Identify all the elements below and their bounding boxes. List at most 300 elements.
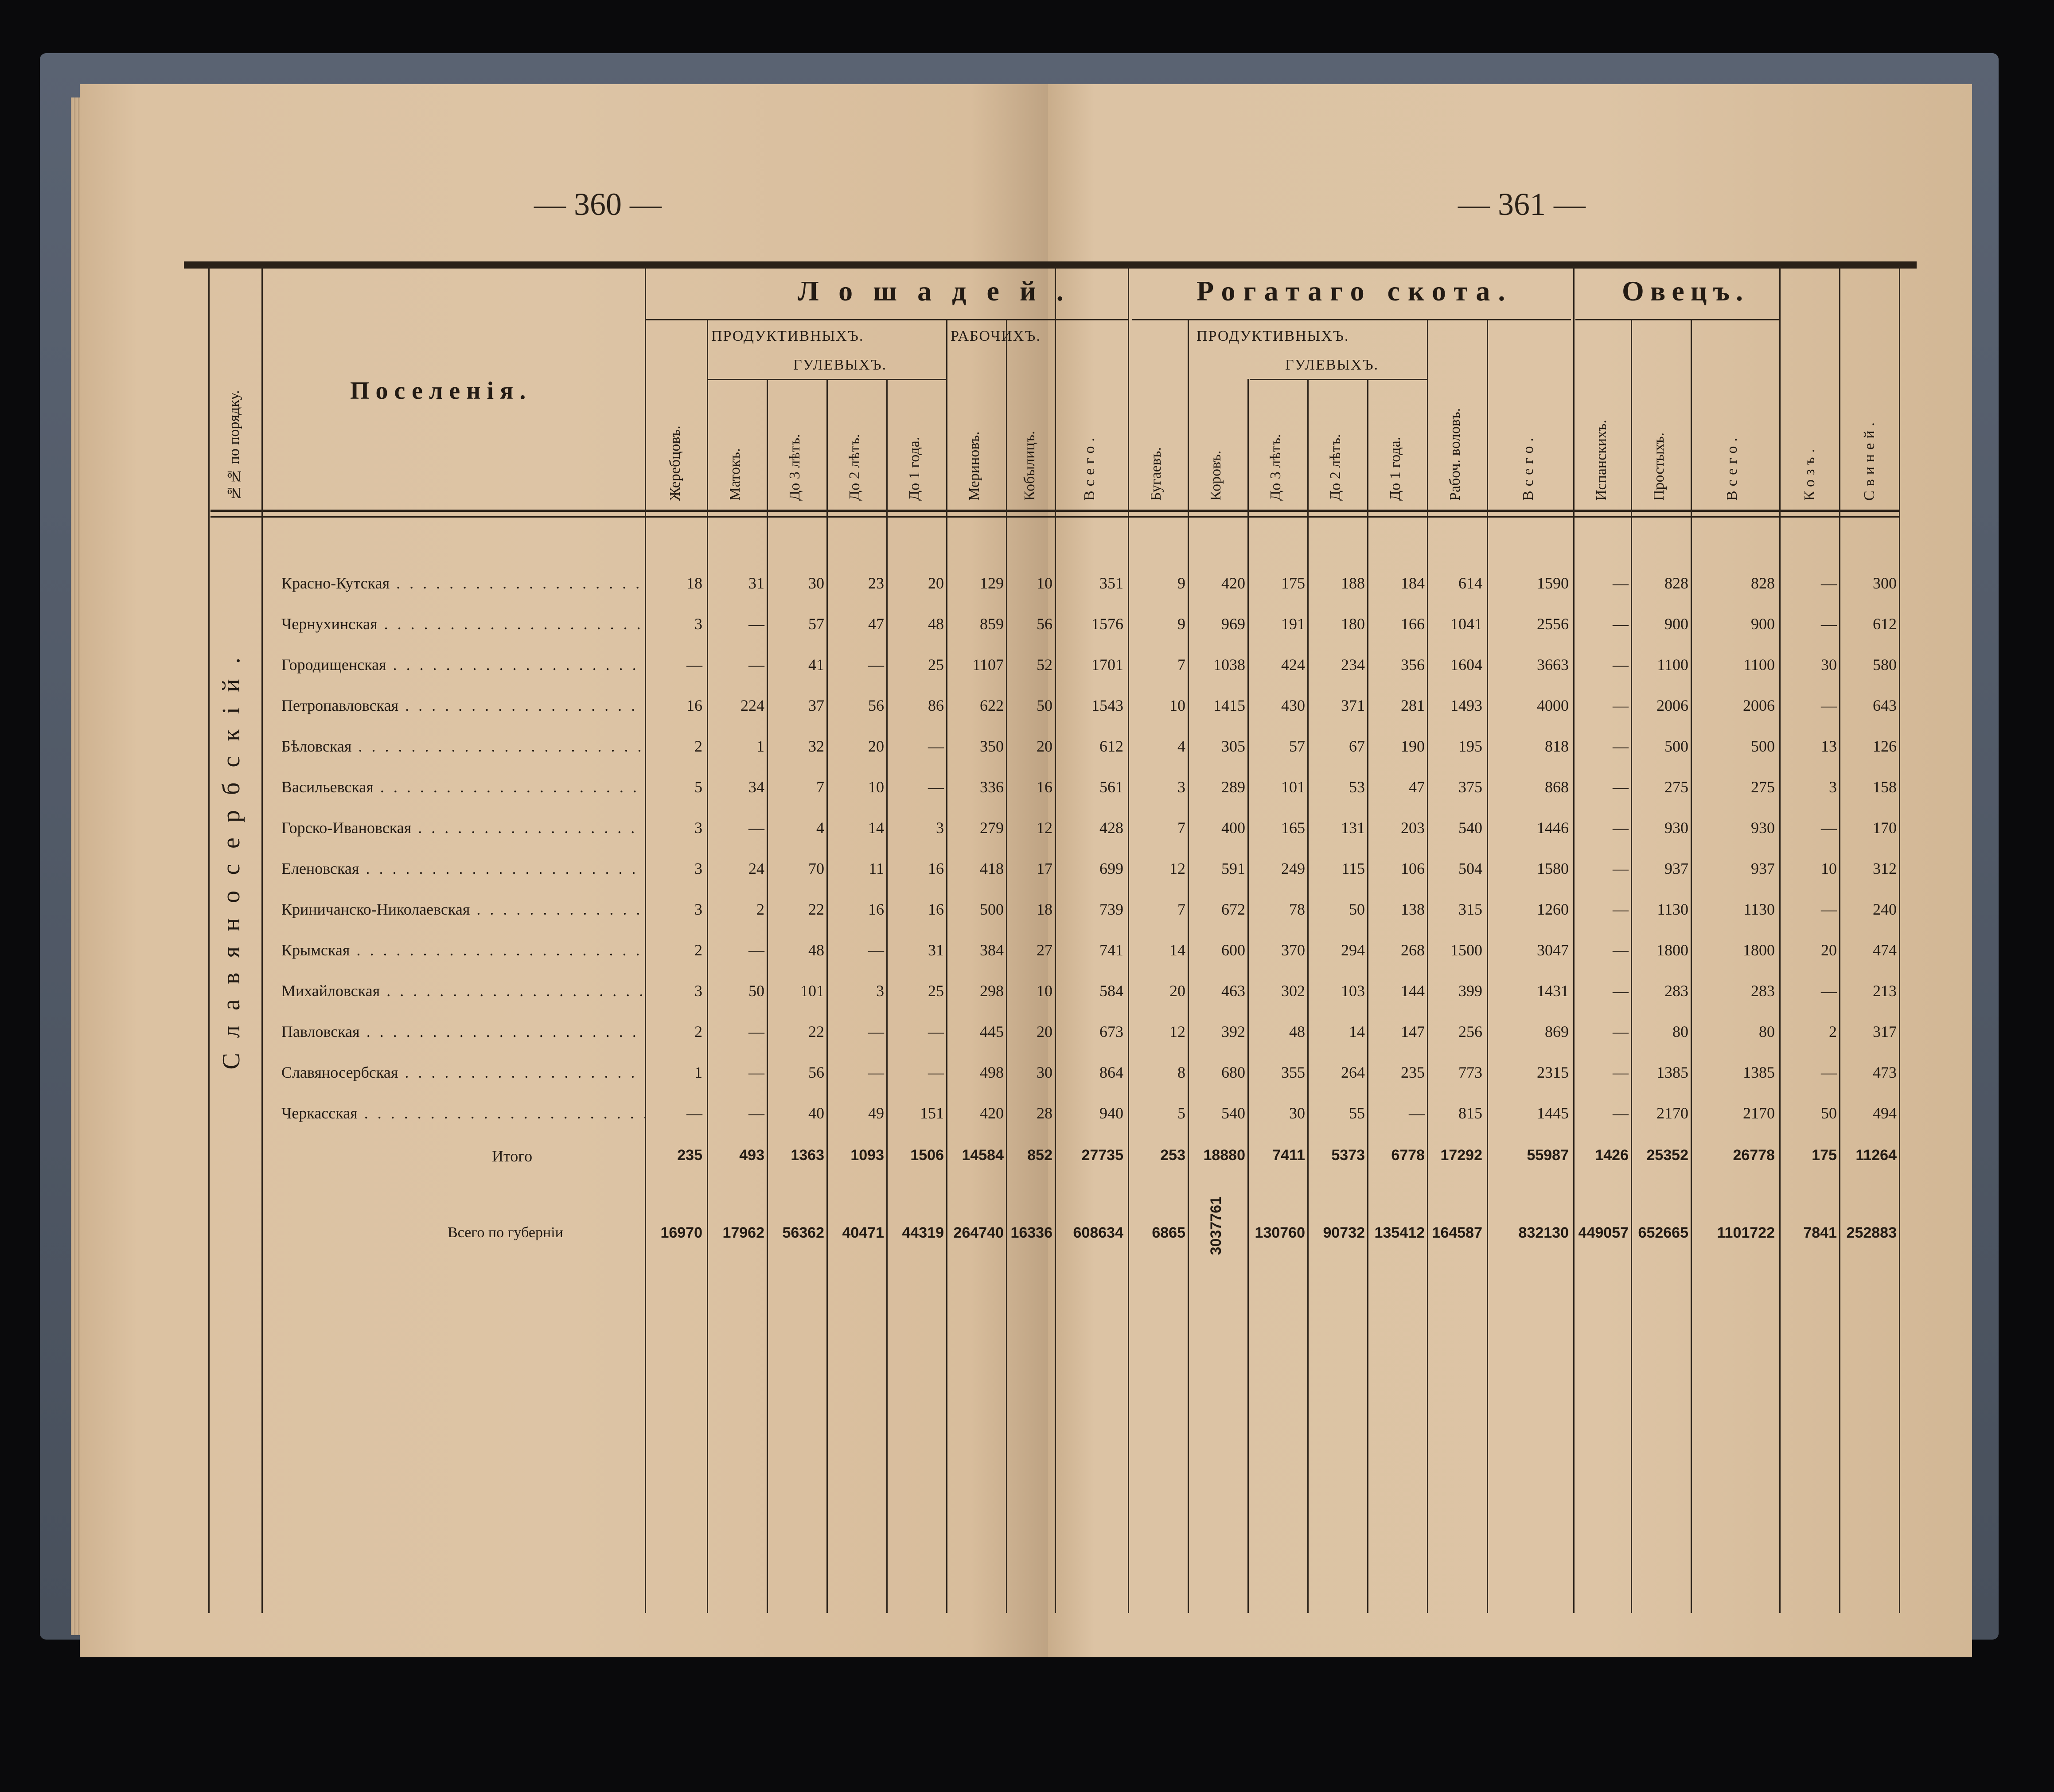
table-cell: 3 [694, 900, 702, 918]
table-cell: 302 [1281, 982, 1305, 1000]
rule-cattle-sub [1132, 319, 1571, 320]
table-cell: 474 [1873, 941, 1897, 959]
table-cell: 869 [1545, 1023, 1569, 1040]
table-cell: 8 [1177, 1064, 1185, 1081]
table-cell: 22 [808, 900, 824, 918]
table-cell: 1 [756, 737, 764, 755]
table-cell: 500 [1751, 737, 1775, 755]
table-cell: 256 [1458, 1023, 1482, 1040]
table-cell: 643 [1873, 697, 1897, 714]
table-cell: — [868, 1023, 884, 1040]
table-cell: 41 [808, 656, 824, 674]
settlement-name: Павловская . . . [281, 1022, 645, 1041]
table-cell: 240 [1873, 900, 1897, 918]
col-header: До 3 лѣтъ. [787, 434, 803, 501]
table-cell: 1093 [850, 1147, 884, 1164]
table-cell: 130760 [1255, 1224, 1305, 1241]
settlement-name-cell [281, 1104, 645, 1130]
table-cell: 3 [876, 982, 884, 1000]
table-cell: 101 [800, 982, 824, 1000]
table-cell: — [686, 656, 702, 674]
table-cell: 3 [1829, 778, 1837, 796]
table-row [0, 1063, 2054, 1104]
settlement-name-cell [281, 1022, 645, 1049]
table-cell: 371 [1341, 697, 1365, 714]
table-cell: 14 [1169, 941, 1185, 959]
table-cell: 868 [1545, 778, 1569, 796]
table-cell: 1701 [1091, 656, 1123, 674]
table-cell: 1363 [791, 1147, 824, 1164]
table-cell: 612 [1873, 615, 1897, 633]
settlement-name: Городищенская . . . [281, 655, 645, 674]
table-top-rule [184, 261, 1917, 269]
table-row [0, 859, 2054, 900]
table-cell: 1800 [1743, 941, 1775, 959]
page-number-right: — 361 — [1458, 187, 1586, 222]
table-cell: 2 [694, 941, 702, 959]
table-cell: — [1613, 737, 1629, 755]
table-cell: 3047 [1537, 941, 1569, 959]
table-cell: 1260 [1537, 900, 1569, 918]
table-cell: 584 [1099, 982, 1123, 1000]
table-cell: 852 [1027, 1147, 1052, 1164]
table-cell: 264740 [953, 1224, 1004, 1241]
table-row [0, 655, 2054, 696]
table-cell: 7 [1177, 656, 1185, 674]
table-cell: 103 [1341, 982, 1365, 1000]
settlement-name: Криничанско-Николаевская . . . [281, 900, 645, 919]
table-cell: 144 [1401, 982, 1425, 1000]
table-cell: 253 [1160, 1147, 1185, 1164]
table-cell: 47 [868, 615, 884, 633]
table-cell: 305 [1221, 737, 1245, 755]
table-cell: 12 [1169, 1023, 1185, 1040]
table-cell: 500 [980, 900, 1004, 918]
col-header: Испанскихъ. [1593, 420, 1610, 501]
table-cell: 56362 [782, 1224, 824, 1241]
table-cell: 3663 [1537, 656, 1569, 674]
table-cell: 2006 [1656, 697, 1688, 714]
table-cell: 175 [1281, 574, 1305, 592]
table-cell: 10 [868, 778, 884, 796]
district-name: Славяносербскій. [218, 643, 245, 1070]
table-cell: 1426 [1595, 1147, 1629, 1164]
col-header: Бугаевъ. [1148, 447, 1164, 501]
col-header: Всего. [1081, 433, 1098, 501]
table-cell: 1100 [1657, 656, 1688, 674]
table-cell: 7 [816, 778, 824, 796]
table-cell: 126 [1873, 737, 1897, 755]
row-number-header: №№ по порядку. [226, 390, 242, 501]
table-cell: 7 [1177, 900, 1185, 918]
table-cell: 80 [1759, 1023, 1775, 1040]
table-cell: 4 [1177, 737, 1185, 755]
table-cell: — [1613, 574, 1629, 592]
table-cell: 10 [1169, 697, 1185, 714]
table-cell: — [1613, 900, 1629, 918]
table-cell: 56 [808, 1064, 824, 1081]
table-cell: 138 [1401, 900, 1425, 918]
settlement-name: Васильевская . . . [281, 778, 645, 796]
table-cell: 165 [1281, 819, 1305, 837]
table-cell: 1580 [1537, 860, 1569, 877]
table-cell: 312 [1873, 860, 1897, 877]
col-header: До 2 лѣтъ. [1327, 434, 1344, 501]
table-cell: 49 [868, 1104, 884, 1122]
col-header: Рабоч. воловъ. [1447, 408, 1463, 501]
table-cell: 832130 [1518, 1224, 1569, 1241]
table-cell: 900 [1664, 615, 1688, 633]
table-cell: 275 [1664, 778, 1688, 796]
table-cell: 500 [1664, 737, 1688, 755]
table-cell: 2315 [1537, 1064, 1569, 1081]
table-cell: 1385 [1743, 1064, 1775, 1081]
table-cell: — [748, 1064, 764, 1081]
table-cell: 1590 [1537, 574, 1569, 592]
table-cell: 10 [1037, 982, 1052, 1000]
table-cell: 20 [1821, 941, 1837, 959]
table-cell: 17 [1037, 860, 1052, 877]
table-cell: — [928, 1023, 944, 1040]
settlement-name: Крымская . . . [281, 941, 645, 959]
table-cell: 3 [694, 819, 702, 837]
table-cell: 400 [1221, 819, 1245, 837]
table-cell: 20 [1169, 982, 1185, 1000]
settlement-name: Бѣловская . . . [281, 737, 645, 756]
rule-idle-cattle [1250, 379, 1427, 380]
table-cell: — [1821, 819, 1837, 837]
table-cell: 164587 [1432, 1224, 1482, 1241]
table-cell: 420 [980, 1104, 1004, 1122]
table-cell: 355 [1281, 1064, 1305, 1081]
table-cell: 268 [1401, 941, 1425, 959]
table-cell: 2 [694, 1023, 702, 1040]
horses-group-title: Лошадей. [798, 275, 1084, 307]
table-cell: 67 [1349, 737, 1365, 755]
settlement-name: Горско-Ивановская . . . [281, 818, 645, 837]
table-cell: 30 [1821, 656, 1837, 674]
settlement-name-cell [281, 737, 645, 764]
page-number-left: — 360 — [534, 187, 662, 222]
table-cell: 57 [808, 615, 824, 633]
table-cell: 16 [1037, 778, 1052, 796]
col-header: Всего. [1724, 433, 1740, 501]
col-header: До 1 года. [1387, 436, 1403, 501]
table-cell: 969 [1221, 615, 1245, 633]
table-cell: — [928, 737, 944, 755]
table-cell: 828 [1751, 574, 1775, 592]
table-cell: — [1613, 778, 1629, 796]
table-cell: 6778 [1391, 1147, 1425, 1164]
grand-total-label: Всего по губерніи [448, 1224, 563, 1241]
table-cell: — [748, 656, 764, 674]
table-cell: 930 [1751, 819, 1775, 837]
table-cell: 27 [1037, 941, 1052, 959]
table-cell: 622 [980, 697, 1004, 714]
settlement-name-cell [281, 615, 645, 641]
table-cell: 180 [1341, 615, 1365, 633]
table-cell: 449057 [1578, 1224, 1629, 1241]
table-cell: 473 [1873, 1064, 1897, 1081]
table-cell: 300 [1873, 574, 1897, 592]
table-cell: 16970 [660, 1224, 702, 1241]
idle-horses-label: ГУЛЕВЫХЪ. [793, 357, 887, 373]
table-cell: 190 [1401, 737, 1425, 755]
table-cell: — [1821, 615, 1837, 633]
table-cell: 44319 [902, 1224, 944, 1241]
table-cell: 175 [1812, 1147, 1837, 1164]
table-cell: 1415 [1213, 697, 1245, 714]
table-cell: 672 [1221, 900, 1245, 918]
table-cell: 17292 [1440, 1147, 1482, 1164]
sheep-group-title: Овецъ. [1622, 275, 1749, 307]
table-cell: 13 [1821, 737, 1837, 755]
table-row [0, 1022, 2054, 1063]
table-cell: 294 [1341, 941, 1365, 959]
table-cell: 3 [936, 819, 944, 837]
col-header: Простыхъ. [1651, 432, 1667, 501]
table-cell: 612 [1099, 737, 1123, 755]
table-cell: 399 [1458, 982, 1482, 1000]
table-cell: 264 [1341, 1064, 1365, 1081]
table-cell: 1038 [1213, 656, 1245, 674]
table-cell: 561 [1099, 778, 1123, 796]
table-cell: 14 [868, 819, 884, 837]
table-cell: 9 [1177, 615, 1185, 633]
table-cell: 5 [694, 778, 702, 796]
table-cell: 203 [1401, 819, 1425, 837]
table-cell: 317 [1873, 1023, 1897, 1040]
cattle-group-title: Рогатаго скота. [1197, 275, 1513, 307]
table-cell: 32 [808, 737, 824, 755]
table-cell: 699 [1099, 860, 1123, 877]
table-cell: 90732 [1323, 1224, 1365, 1241]
col-header: Кобылицъ. [1021, 431, 1038, 501]
settlement-name-cell [281, 1063, 645, 1090]
table-cell: 147 [1401, 1023, 1425, 1040]
table-cell: 1 [694, 1064, 702, 1081]
table-cell: 418 [980, 860, 1004, 877]
table-cell: 34 [748, 778, 764, 796]
table-cell: 739 [1099, 900, 1123, 918]
table-cell: 16336 [1010, 1224, 1052, 1241]
table-cell: 283 [1751, 982, 1775, 1000]
table-cell: 48 [808, 941, 824, 959]
table-cell: — [868, 656, 884, 674]
settlement-name-cell [281, 655, 645, 682]
table-cell: 50 [748, 982, 764, 1000]
settlement-name: Черкасская . . . [281, 1104, 645, 1122]
table-cell: 16 [928, 900, 944, 918]
table-cell: 158 [1873, 778, 1897, 796]
table-cell: 384 [980, 941, 1004, 959]
table-cell: 591 [1221, 860, 1245, 877]
table-cell: 815 [1458, 1104, 1482, 1122]
settlement-name-cell [281, 941, 645, 967]
settlement-name: Красно-Кутская . . . [281, 574, 645, 592]
table-cell: 80 [1672, 1023, 1688, 1040]
table-cell: 115 [1341, 860, 1365, 877]
settlements-header: Поселенія. [350, 377, 532, 405]
table-cell: 2006 [1743, 697, 1775, 714]
table-cell: 1800 [1656, 941, 1688, 959]
table-cell: — [1613, 819, 1629, 837]
table-cell: 53 [1349, 778, 1365, 796]
table-cell: 22 [808, 1023, 824, 1040]
table-cell: 25 [928, 656, 944, 674]
table-cell: 5 [1177, 1104, 1185, 1122]
table-cell: 16 [928, 860, 944, 877]
table-cell: 1506 [910, 1147, 944, 1164]
table-cell: 40 [808, 1104, 824, 1122]
grand-total-cows: 3037761 [1208, 1196, 1224, 1255]
table-cell: — [1821, 1064, 1837, 1081]
table-cell: 191 [1281, 615, 1305, 633]
table-cell: 47 [1409, 778, 1425, 796]
settlement-name-cell [281, 982, 645, 1008]
col-header: Козъ. [1801, 444, 1818, 501]
table-cell: 56 [1037, 615, 1052, 633]
table-cell: 24 [748, 860, 764, 877]
table-row [0, 941, 2054, 982]
table-cell: 370 [1281, 941, 1305, 959]
table-cell: 420 [1221, 574, 1245, 592]
table-cell: 298 [980, 982, 1004, 1000]
table-cell: 26778 [1733, 1147, 1775, 1164]
table-cell: 9 [1177, 574, 1185, 592]
table-cell: 930 [1664, 819, 1688, 837]
table-cell: 14 [1349, 1023, 1365, 1040]
col-header: Матокъ. [727, 448, 743, 501]
table-cell: 25 [928, 982, 944, 1000]
table-cell: 540 [1221, 1104, 1245, 1122]
table-cell: 11264 [1855, 1147, 1897, 1164]
table-cell: 10 [1821, 860, 1837, 877]
table-row [0, 615, 2054, 655]
table-cell: 375 [1458, 778, 1482, 796]
table-cell: 1041 [1450, 615, 1482, 633]
table-cell: — [1613, 697, 1629, 714]
table-cell: 129 [980, 574, 1004, 592]
total-label: Итого [492, 1147, 533, 1165]
table-cell: 20 [1037, 1023, 1052, 1040]
table-cell: 1107 [972, 656, 1004, 674]
table-row [0, 1104, 2054, 1145]
table-cell: — [1613, 860, 1629, 877]
table-cell: 2 [756, 900, 764, 918]
table-cell: 608634 [1073, 1224, 1123, 1241]
table-cell: 937 [1664, 860, 1688, 877]
table-cell: 10 [1037, 574, 1052, 592]
table-cell: 351 [1099, 574, 1123, 592]
settlement-name: Еленовская . . . [281, 859, 645, 878]
table-cell: — [1613, 1023, 1629, 1040]
table-cell: — [1613, 615, 1629, 633]
table-row [0, 778, 2054, 818]
table-cell: 86 [928, 697, 944, 714]
table-cell: 27735 [1081, 1147, 1123, 1164]
table-cell: 131 [1341, 819, 1365, 837]
table-cell: 283 [1664, 982, 1688, 1000]
table-row [0, 900, 2054, 941]
table-cell: 135412 [1374, 1224, 1425, 1241]
table-cell: 249 [1281, 860, 1305, 877]
table-cell: — [1613, 982, 1629, 1000]
table-cell: 680 [1221, 1064, 1245, 1081]
table-cell: 235 [1401, 1064, 1425, 1081]
table-cell: 20 [868, 737, 884, 755]
table-cell: 50 [1349, 900, 1365, 918]
table-cell: 1431 [1537, 982, 1569, 1000]
table-cell: 195 [1458, 737, 1482, 755]
settlement-name: Чернухинская . . . [281, 615, 645, 633]
table-cell: 48 [928, 615, 944, 633]
table-cell: — [928, 1064, 944, 1081]
table-cell: — [1613, 656, 1629, 674]
col-header: Всего. [1520, 433, 1536, 501]
settlement-name-cell [281, 696, 645, 723]
table-cell: 7411 [1272, 1147, 1305, 1164]
table-cell: 3 [694, 860, 702, 877]
table-cell: 540 [1458, 819, 1482, 837]
table-cell: 350 [980, 737, 1004, 755]
table-cell: 1385 [1656, 1064, 1688, 1081]
table-cell: 6865 [1152, 1224, 1185, 1241]
table-cell: 16 [868, 900, 884, 918]
table-cell: 4 [816, 819, 824, 837]
table-cell: 336 [980, 778, 1004, 796]
table-cell: — [928, 778, 944, 796]
settlement-name-cell [281, 574, 645, 600]
table-cell: 463 [1221, 982, 1245, 1000]
table-cell: 7 [1177, 819, 1185, 837]
table-cell: 281 [1401, 697, 1425, 714]
col-header: Коровъ. [1208, 450, 1224, 501]
table-cell: 184 [1401, 574, 1425, 592]
table-cell: 18 [1037, 900, 1052, 918]
table-cell: 673 [1099, 1023, 1123, 1040]
settlement-name-cell [281, 818, 645, 845]
table-cell: 2170 [1656, 1104, 1688, 1122]
table-cell: 31 [928, 941, 944, 959]
table-cell: 30 [808, 574, 824, 592]
table-cell: 279 [980, 819, 1004, 837]
table-cell: 1130 [1657, 900, 1688, 918]
grand-total-row [0, 1224, 2054, 1265]
table-cell: 48 [1289, 1023, 1305, 1040]
table-cell: — [748, 819, 764, 837]
table-cell: 859 [980, 615, 1004, 633]
table-cell: 234 [1341, 656, 1365, 674]
table-cell: 12 [1169, 860, 1185, 877]
table-cell: 428 [1099, 819, 1123, 837]
table-cell: 78 [1289, 900, 1305, 918]
table-cell: 18 [686, 574, 702, 592]
table-cell: 224 [741, 697, 764, 714]
table-cell: — [868, 1064, 884, 1081]
table-cell: 166 [1401, 615, 1425, 633]
settlement-name-cell [281, 778, 645, 804]
table-cell: 37 [808, 697, 824, 714]
table-row [0, 696, 2054, 737]
table-cell: 20 [1037, 737, 1052, 755]
col-header: До 3 лѣтъ. [1267, 434, 1284, 501]
table-cell: 600 [1221, 941, 1245, 959]
table-cell: 652665 [1638, 1224, 1688, 1241]
table-cell: 50 [1037, 697, 1052, 714]
table-cell: 28 [1037, 1104, 1052, 1122]
table-cell: 235 [677, 1147, 702, 1164]
